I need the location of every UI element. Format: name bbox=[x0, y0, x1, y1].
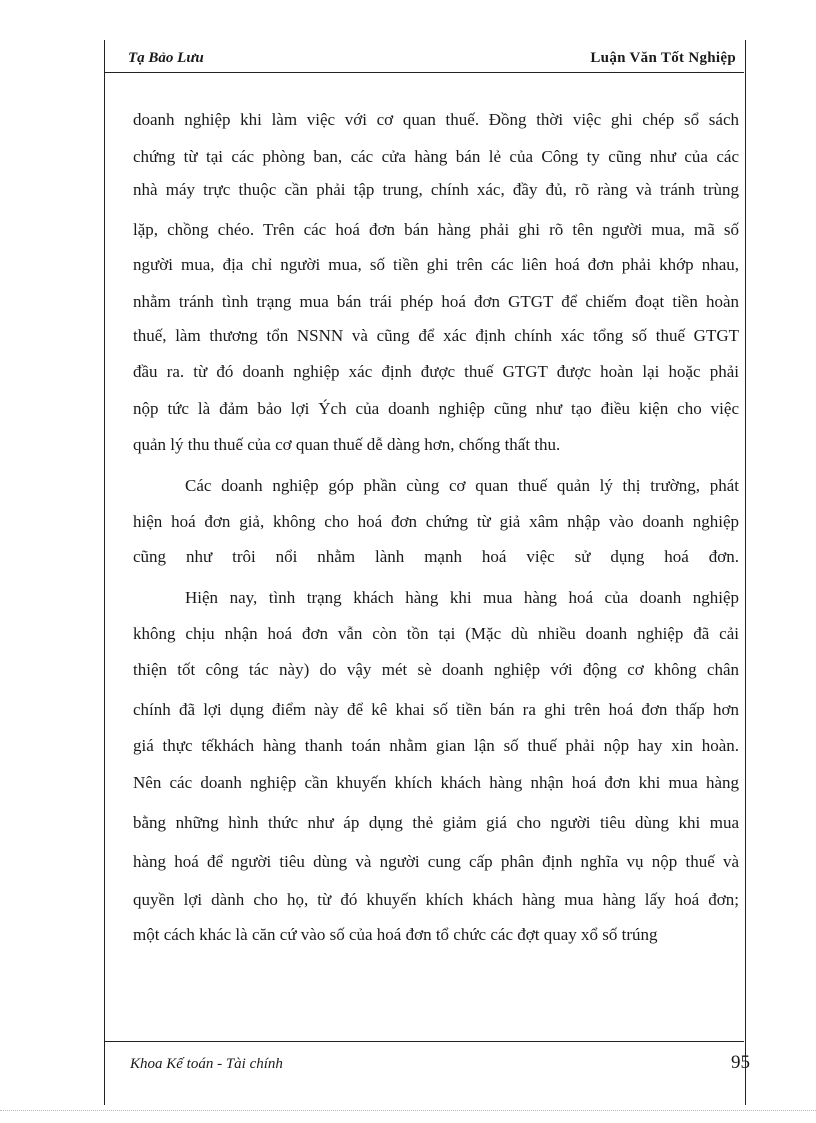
page-number: 95 bbox=[731, 1052, 750, 1073]
body-line: Các doanh nghiệp góp phần cùng cơ quan thuế quản lý thị trường, phát bbox=[185, 476, 739, 495]
footer-divider bbox=[104, 1041, 744, 1042]
body-line: Nên các doanh nghiệp cần khuyến khích khách hàng nhận hoá đơn khi mua hàng bbox=[133, 773, 739, 792]
footer-department: Khoa Kế toán - Tài chính bbox=[130, 1056, 283, 1072]
header-author: Tạ Bảo Lưu bbox=[128, 50, 204, 66]
body-line: nhà máy trực thuộc cần phải tập trung, chính xác, đầy đủ, rõ ràng và tránh trùng bbox=[133, 180, 739, 199]
body-line: hiện hoá đơn giả, không cho hoá đơn chứng từ giả xâm nhập vào doanh nghiệp bbox=[133, 512, 739, 531]
body-line: quản lý thu thuế của cơ quan thuế dễ dàng hơn, chống thất thu. bbox=[133, 435, 561, 454]
body-line: thiện tốt công tác này) do vậy mét sè doanh nghiệp với động cơ không chân bbox=[133, 660, 739, 679]
page-edge-dotted-line bbox=[0, 1110, 816, 1111]
body-line: cũng như trôi nổi nhằm lành mạnh hoá việc sử dụng hoá đơn. bbox=[133, 547, 739, 566]
body-line: không chịu nhận hoá đơn vẫn còn tồn tại (Mặc dù nhiều doanh nghiệp đã cải bbox=[133, 624, 739, 643]
body-line: lặp, chồng chéo. Trên các hoá đơn bán hàng phải ghi rõ tên người mua, mã số bbox=[133, 220, 739, 239]
body-line: hàng hoá để người tiêu dùng và người cung cấp phân định nghĩa vụ nộp thuế và bbox=[133, 852, 739, 871]
body-line: doanh nghiệp khi làm việc với cơ quan thuế. Đồng thời việc ghi chép sổ sách bbox=[133, 110, 739, 129]
body-line: giá thực tếkhách hàng thanh toán nhằm gian lận số thuế phải nộp hay xin hoàn. bbox=[133, 736, 739, 755]
page-header bbox=[104, 46, 744, 74]
body-line: bằng những hình thức như áp dụng thẻ giảm giá cho người tiêu dùng khi mua bbox=[133, 813, 739, 832]
header-title: Luận Văn Tốt Nghiệp bbox=[590, 50, 736, 66]
body-line: quyền lợi dành cho họ, từ đó khuyến khích khách hàng mua hàng lấy hoá đơn; bbox=[133, 890, 739, 909]
body-line: đầu ra. từ đó doanh nghiệp xác định được thuế GTGT được hoàn lại hoặc phải bbox=[133, 362, 739, 381]
body-line: chứng từ tại các phòng ban, các cửa hàng bán lẻ của Công ty cũng như của các bbox=[133, 147, 739, 166]
body-line: chính đã lợi dụng điểm này để kê khai số tiền bán ra ghi trên hoá đơn thấp hơn bbox=[133, 700, 739, 719]
body-line: Hiện nay, tình trạng khách hàng khi mua hàng hoá của doanh nghiệp bbox=[185, 588, 739, 607]
header-divider bbox=[104, 72, 744, 73]
body-line: nhằm tránh tình trạng mua bán trái phép hoá đơn GTGT để chiếm đoạt tiền hoàn bbox=[133, 292, 739, 311]
body-line: nộp tức là đảm bảo lợi Ých của doanh nghiệp cũng như tạo điều kiện cho việc bbox=[133, 399, 739, 418]
body-line: một cách khác là căn cứ vào số của hoá đơn tổ chức các đợt quay xổ số trúng bbox=[133, 925, 658, 944]
body-line: thuế, làm thương tổn NSNN và cũng để xác định chính xác tổng số thuế GTGT bbox=[133, 326, 739, 345]
body-line: người mua, địa chỉ người mua, số tiền ghi trên các liên hoá đơn phải khớp nhau, bbox=[133, 255, 739, 274]
